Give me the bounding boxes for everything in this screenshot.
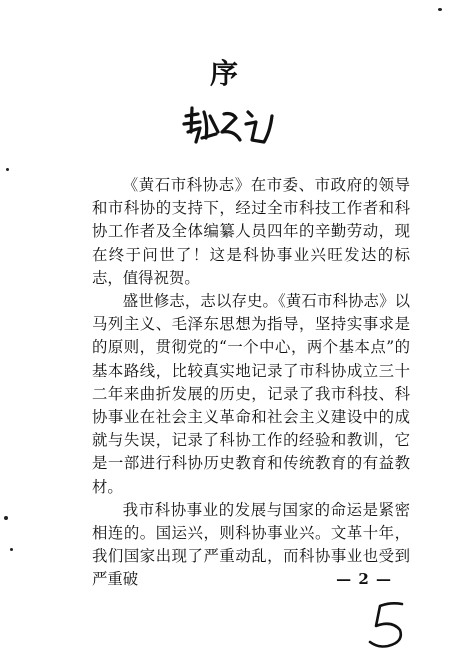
scan-speck [4, 516, 8, 520]
scan-speck [6, 168, 9, 171]
paragraph: 《黄石市科协志》在市委、市政府的领导和市科协的支持下，经过全市科技工作者和科协工作者及全体编纂人员四年的辛勤劳动，现在终于问世了！这是科协事业兴旺发达的标志，值得祝贺。 [92, 176, 410, 287]
scan-speck [10, 548, 13, 551]
paragraph: 我市科协事业的发展与国家的命运是紧密相连的。国运兴，则科协事业兴。文革十年，我们国家出现了严重动乱，而科协事业也受到严重破 [92, 500, 410, 589]
page-number: — 2 — [336, 570, 392, 588]
preface-body [92, 174, 410, 592]
paragraph: 盛世修志，志以存史。《黄石市科协志》以马列主义、毛泽东思想为指导，坚持实事求是的原则，贯彻党的“一个中心，两个基本点”的基本路线，比较真实地记录了市科协成立三十二年来曲折发展的历史，记录了我市科技、科协事业在社会主义革命和社会主义建设中的成就与失误，记录了科协工作的经验和教训，它是一部进行科协历史教育和传统教育的有益教材。 [92, 292, 410, 496]
handwritten-signature [178, 102, 278, 150]
page-title: 序 [209, 57, 240, 90]
scan-speck [438, 8, 442, 11]
handwritten-page-mark [362, 596, 416, 652]
